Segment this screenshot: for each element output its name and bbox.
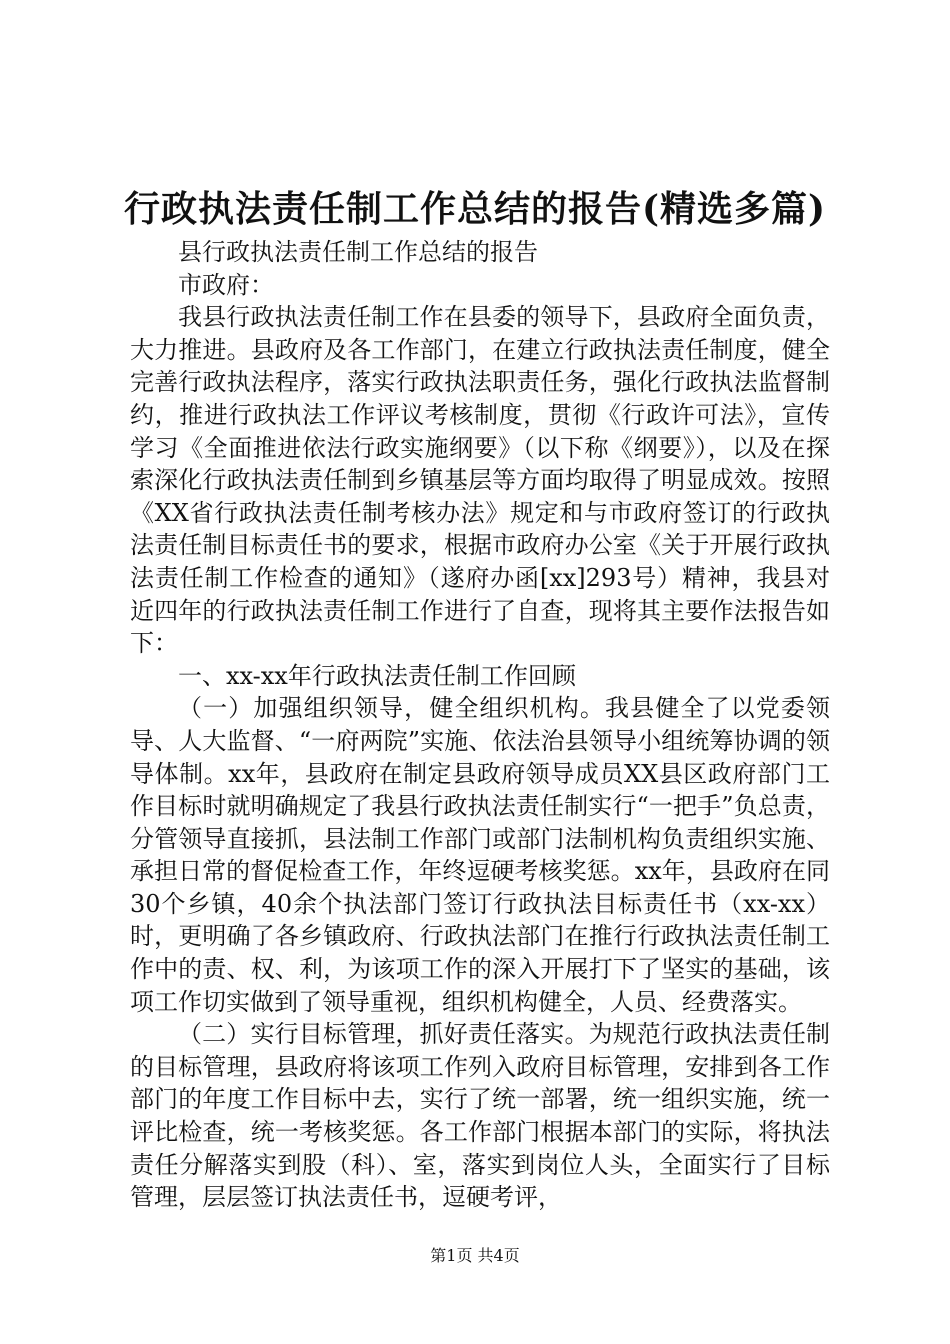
paragraph-section-1: （一）加强组织领导，健全组织机构。我县健全了以党委领导、人大监督、“一府两院”实施、依法治县领导小组统筹协调的领导体制。xx年，县政府在制定县政府领导成员XX县区政府部门工作目标时就明确规定了我县行政执法责任制实行“一把手”负总责，分管领导直接抓，县法制工作部门或部门法制机构负责组织实施、承担日常的督促检查工作，年终逗硬考核奖惩。xx年，县政府在同30个乡镇，40余个执法部门签订行政执法目标责任书（xx-xx）时，更明确了各乡镇政府、行政执法部门在推行行政执法责任制工作中的责、权、利，为该项工作的深入开展打下了坚实的基础，该项工作切实做到了领导重视，组织机构健全，人员、经费落实。 <box>130 694 830 1016</box>
document-subtitle: 县行政执法责任制工作总结的报告 <box>178 238 538 266</box>
paragraph-intro: 我县行政执法责任制工作在县委的领导下，县政府全面负责，大力推进。县政府及各工作部门，在建立行政执法责任制度，健全完善行政执法程序，落实行政执法职责任务，强化行政执法监督制约，推进行政执法工作评议考核制度，贯彻《行政许可法》，宣传学习《全面推进依法行政实施纲要》（以下称《纲要》），以及在探索深化行政执法责任制到乡镇基层等方面均取得了明显成效。按照《XX省行政执法责任制考核办法》规定和与市政府签订的行政执法责任制目标责任书的要求，根据市政府办公室《关于开展行政执法责任制工作检查的通知》（遂府办函[xx]293号）精神，我县对近四年的行政执法责任制工作进行了自查，现将其主要作法报告如下： <box>130 303 830 658</box>
salutation: 市政府： <box>178 270 274 299</box>
paragraph-section-2: （二）实行目标管理，抓好责任落实。为规范行政执法责任制的目标管理，县政府将该项工作列入政府目标管理，安排到各工作部门的年度工作目标中去，实行了统一部署，统一组织实施，统一评比检查，统一考核奖惩。各工作部门根据本部门的实际，将执法责任分解落实到股（科）、室，落实到岗位人头，全面实行了目标管理，层层签订执法责任书，逗硬考评， <box>130 1020 830 1212</box>
section-heading: 一、xx-xx年行政执法责任制工作回顾 <box>178 661 576 690</box>
document-body <box>130 236 830 1214</box>
page-footer: 第1页 共4页 <box>430 1246 520 1265</box>
document-title: 行政执法责任制工作总结的报告(精选多篇) <box>123 188 827 230</box>
